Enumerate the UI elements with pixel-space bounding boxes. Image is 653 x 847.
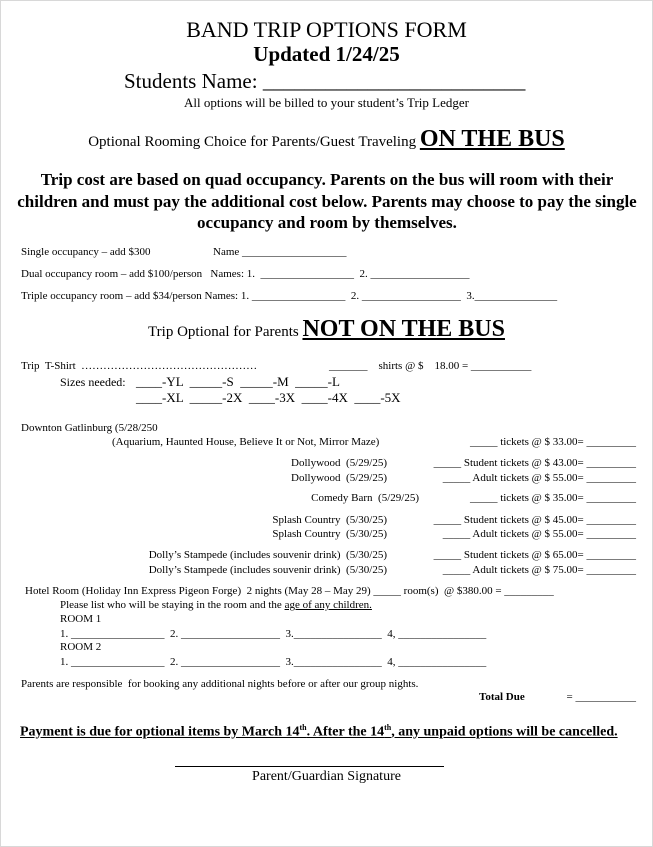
on-bus-heading	[1, 127, 652, 151]
not-on-bus-heading	[1, 317, 652, 341]
dollywood-student-tickets-line[interactable]: _____ Student tickets @ $ 43.00= _________	[433, 457, 636, 469]
dollywood-student-label: Dollywood (5/29/25)	[291, 457, 387, 469]
tshirt-quantity-line[interactable]: _______ shirts @ $ 18.00 = ___________	[329, 360, 532, 372]
downtown-description: (Aquarium, Haunted House, Believe It or Not, Mirror Maze)	[112, 436, 380, 448]
sizes-row-2[interactable]: ____-XL _____-2X ____-3X ____-4X ____-5X	[136, 390, 401, 405]
room-1-names[interactable]: 1. _________________ 2. __________________ 3.________________ 4, ________________	[60, 628, 487, 640]
splash-adult-label: Splash Country (5/30/25)	[272, 528, 387, 540]
tshirt-label: Trip T-Shirt …………………………………………	[21, 360, 258, 372]
hotel-note-text: Please list who will be staying in the room and the	[60, 599, 285, 611]
not-on-bus-lead: Trip Optional for Parents	[148, 324, 303, 340]
stampede-adult-tickets-line[interactable]: _____ Adult tickets @ $ 75.00= _________	[442, 564, 636, 576]
payment-sup-1: th	[299, 723, 307, 732]
hotel-note	[60, 600, 372, 611]
triple-occupancy-line[interactable]: Triple occupancy room – add $34/person Names: 1. _________________ 2. __________________ 3._______________	[21, 290, 558, 302]
hotel-note-underlined: age of any children.	[284, 599, 372, 611]
not-on-bus-emphasis: NOT ON THE BUS	[302, 316, 505, 342]
form-title: BAND TRIP OPTIONS FORM	[186, 17, 467, 42]
payment-text-c: , any unpaid options will be cancelled.	[391, 724, 618, 740]
room-2-label: ROOM 2	[60, 641, 102, 653]
room-1-label: ROOM 1	[60, 613, 102, 625]
sizes-needed-label: Sizes needed:	[60, 375, 129, 389]
stampede-student-tickets-line[interactable]: _____ Student tickets @ $ 65.00= _________	[433, 549, 636, 561]
dual-occupancy-line[interactable]: Dual occupancy room – add $100/person Names: 1. _________________ 2. __________________	[21, 268, 470, 280]
quad-occupancy-note: Trip cost are based on quad occupancy. Parents on the bus will room with their children and must pay the additional cost below. Parents may choose to pay the single occupancy and room by themselves.	[17, 170, 637, 232]
on-bus-lead: Optional Rooming Choice for Parents/Guest Traveling	[88, 134, 420, 150]
dollywood-adult-label: Dollywood (5/29/25)	[291, 472, 387, 484]
billing-note: All options will be billed to your student’s Trip Ledger	[184, 95, 469, 110]
splash-student-label: Splash Country (5/30/25)	[272, 514, 387, 526]
payment-text-b: . After the 14	[306, 724, 385, 740]
students-name-field[interactable]: Students Name: _________________________	[124, 69, 526, 93]
total-due-field[interactable]: = ___________	[566, 691, 636, 703]
comedy-barn-label: Comedy Barn (5/29/25)	[311, 492, 419, 504]
signature-line[interactable]	[175, 766, 444, 767]
signature-label: Parent/Guardian Signature	[252, 769, 401, 784]
splash-adult-tickets-line[interactable]: _____ Adult tickets @ $ 55.00= _________	[442, 528, 636, 540]
updated-date: Updated 1/24/25	[253, 42, 400, 66]
downtown-tickets-line[interactable]: _____ tickets @ $ 33.00= _________	[469, 436, 636, 448]
on-bus-emphasis: ON THE BUS	[419, 126, 565, 152]
payment-sup-2: th	[384, 723, 392, 732]
comedy-barn-tickets-line[interactable]: _____ tickets @ $ 35.00= _________	[469, 492, 636, 504]
payment-deadline-note	[20, 719, 635, 741]
payment-text-a: Payment is due for optional items by March 14	[20, 724, 300, 740]
single-occupancy-name-field[interactable]: Name ___________________	[213, 246, 347, 258]
stampede-adult-label: Dolly’s Stampede (includes souvenir drink) (5/30/25)	[148, 564, 387, 576]
hotel-room-line[interactable]: Hotel Room (Holiday Inn Express Pigeon Forge) 2 nights (May 28 – May 29) _____ room(s) @ $380.00 = _________	[25, 585, 554, 597]
dollywood-adult-tickets-line[interactable]: _____ Adult tickets @ $ 55.00= _________	[442, 472, 636, 484]
downtown-title: Downton Gatlinburg (5/28/250	[21, 422, 158, 434]
additional-nights-note: Parents are responsible for booking any additional nights before or after our group nights.	[21, 678, 419, 690]
room-2-names[interactable]: 1. _________________ 2. __________________ 3.________________ 4, ________________	[60, 656, 487, 668]
sizes-row-1[interactable]: ____-YL _____-S _____-M _____-L	[136, 374, 340, 389]
single-occupancy-label: Single occupancy – add $300	[21, 246, 151, 258]
splash-student-tickets-line[interactable]: _____ Student tickets @ $ 45.00= _________	[433, 514, 636, 526]
stampede-student-label: Dolly’s Stampede (includes souvenir drink) (5/30/25)	[148, 549, 387, 561]
total-due-label: Total Due	[479, 691, 525, 703]
